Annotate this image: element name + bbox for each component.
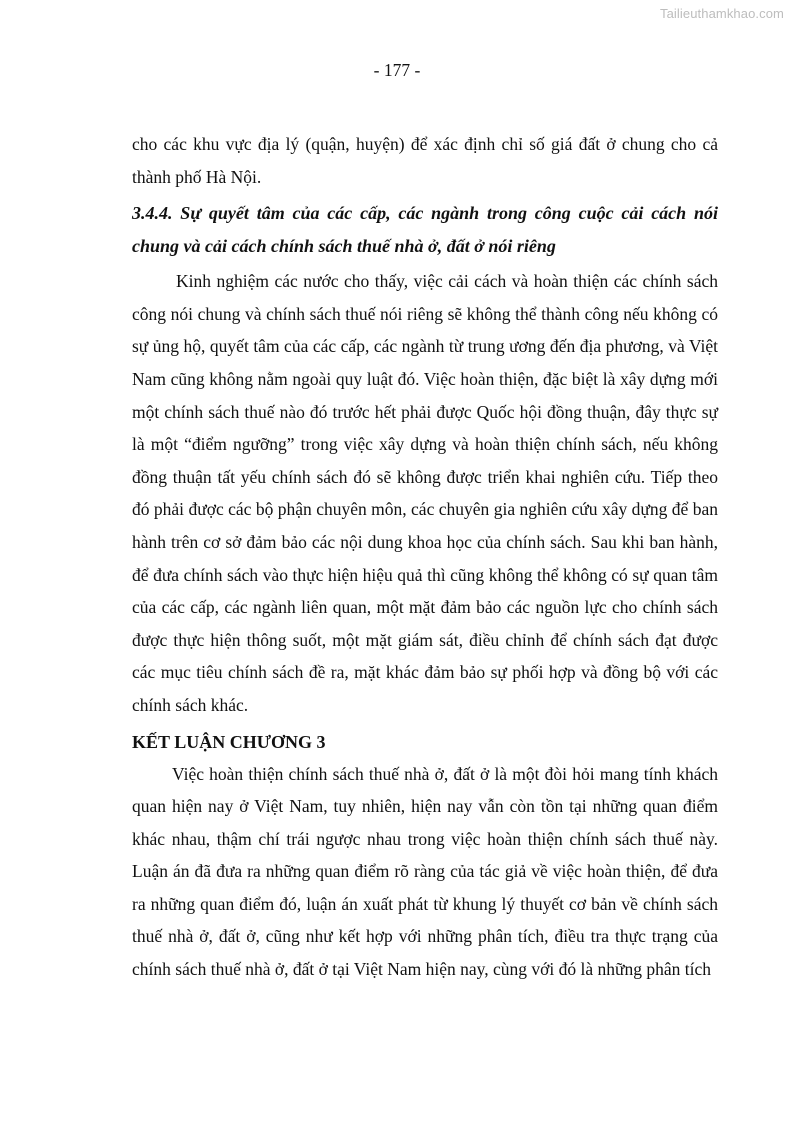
watermark: Tailieuthamkhao.com bbox=[659, 6, 784, 21]
section-heading: 3.4.4. Sự quyết tâm của các cấp, các ngành trong công cuộc cải cách nói chung và cải cách chính sách thuế nhà ở, đất ở nói riêng bbox=[132, 203, 718, 257]
document-body bbox=[132, 128, 718, 986]
conclusion-heading: KẾT LUẬN CHƯƠNG 3 bbox=[132, 731, 326, 752]
page-number: - 177 - bbox=[373, 60, 421, 80]
conclusion-paragraph: Việc hoàn thiện chính sách thuế nhà ở, đất ở là một đòi hỏi mang tính khách quan hiện nay ở Việt Nam, tuy nhiên, hiện nay vẫn còn tồn tại những quan điểm khác nhau, thậm chí trái ngược nhau trong việc hoàn thiện chính sách thuế này. Luận án đã đưa ra những quan điểm rõ ràng của tác giả về việc hoàn thiện, để đưa ra những quan điểm đó, luận án xuất phát từ khung lý thuyết cơ bản về chính sách thuế nhà ở, đất ở, cũng như kết hợp với những phân tích, điều tra thực trạng của chính sách thuế nhà ở, đất ở tại Việt Nam hiện nay, cùng với đó là những phân tích bbox=[132, 763, 718, 980]
continued-paragraph: cho các khu vực địa lý (quận, huyện) để xác định chỉ số giá đất ở chung cho cả thành phố Hà Nội. bbox=[132, 134, 718, 187]
section-paragraph: Kinh nghiệm các nước cho thấy, việc cải cách và hoàn thiện các chính sách công nói chung và chính sách thuế nói riêng sẽ không thể thành công nếu không có sự ủng hộ, quyết tâm của các cấp, các ngành từ trung ương đến địa phương, và Việt Nam cũng không nằm ngoài quy luật đó. Việc hoàn thiện, đặc biệt là xây dựng mới một chính sách thuế nào đó trước hết phải được Quốc hội đồng thuận, đây thực sự là một “điểm ngưỡng” trong việc xây dựng và hoàn thiện chính sách, nếu không đồng thuận tất yếu chính sách đó sẽ không được triển khai nghiên cứu. Tiếp theo đó phải được các bộ phận chuyên môn, các chuyên gia nghiên cứu xây dựng để ban hành trên cơ sở đảm bảo các nội dung khoa học của chính sách. Sau khi ban hành, để đưa chính sách vào thực hiện hiệu quả thì cũng không thể không có sự quan tâm của các cấp, các ngành liên quan, một mặt đảm bảo các nguồn lực cho chính sách được thực hiện thông suốt, một mặt giám sát, điều chỉnh để chính sách đạt được các mục tiêu chính sách đề ra, mặt khác đảm bảo sự phối hợp và đồng bộ với các chính sách khác. bbox=[132, 271, 718, 715]
